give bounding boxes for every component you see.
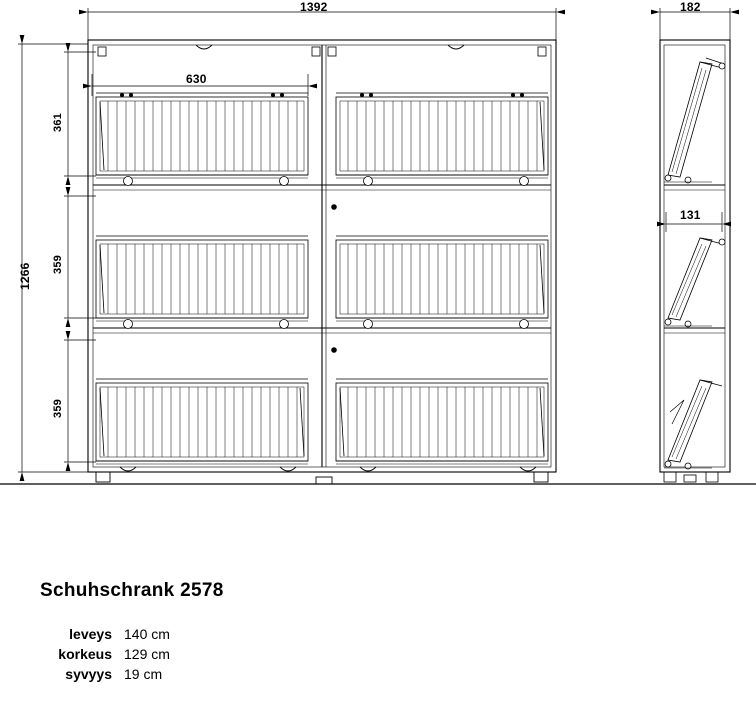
spec-label: korkeus — [58, 646, 112, 662]
dim-label-middle-row-height: 359 — [52, 255, 64, 274]
dim-label-top-row-height: 361 — [52, 113, 64, 132]
side-mechanism-row1 — [664, 58, 725, 183]
spec-label: syvyys — [65, 666, 112, 682]
flap-row1-left — [96, 45, 308, 186]
spec-row — [40, 626, 204, 646]
dim-label-bottom-row-height: 359 — [52, 399, 64, 418]
spec-value: 19 cm — [124, 666, 163, 682]
spec-label: leveys — [69, 626, 112, 642]
front-view-cabinet — [88, 40, 556, 472]
flap-row2-right — [336, 236, 548, 329]
dim-label-overall-width: 1392 — [300, 0, 328, 14]
flap-row2-left — [96, 236, 308, 329]
dim-row-heights — [64, 52, 96, 462]
side-mechanism-row2 — [664, 238, 725, 327]
spec-value: 129 cm — [124, 646, 170, 662]
spec-row — [40, 666, 204, 686]
dim-label-compartment-width: 630 — [186, 72, 207, 86]
drawing-title-block — [40, 580, 440, 602]
side-mechanism-row3 — [664, 380, 722, 469]
flap-row1-right — [336, 45, 548, 186]
page-title: Schuhschrank 2578 — [40, 580, 224, 601]
spec-row — [40, 646, 204, 666]
flap-row3-right — [336, 379, 548, 471]
flap-row3-left — [96, 379, 308, 471]
spec-value: 140 cm — [124, 626, 170, 642]
dim-label-side-inner-depth: 131 — [680, 208, 701, 222]
dim-label-overall-height: 1266 — [18, 262, 32, 290]
cabinet-feet — [0, 472, 756, 484]
specification-table — [40, 626, 204, 686]
dim-label-depth: 182 — [680, 0, 701, 14]
